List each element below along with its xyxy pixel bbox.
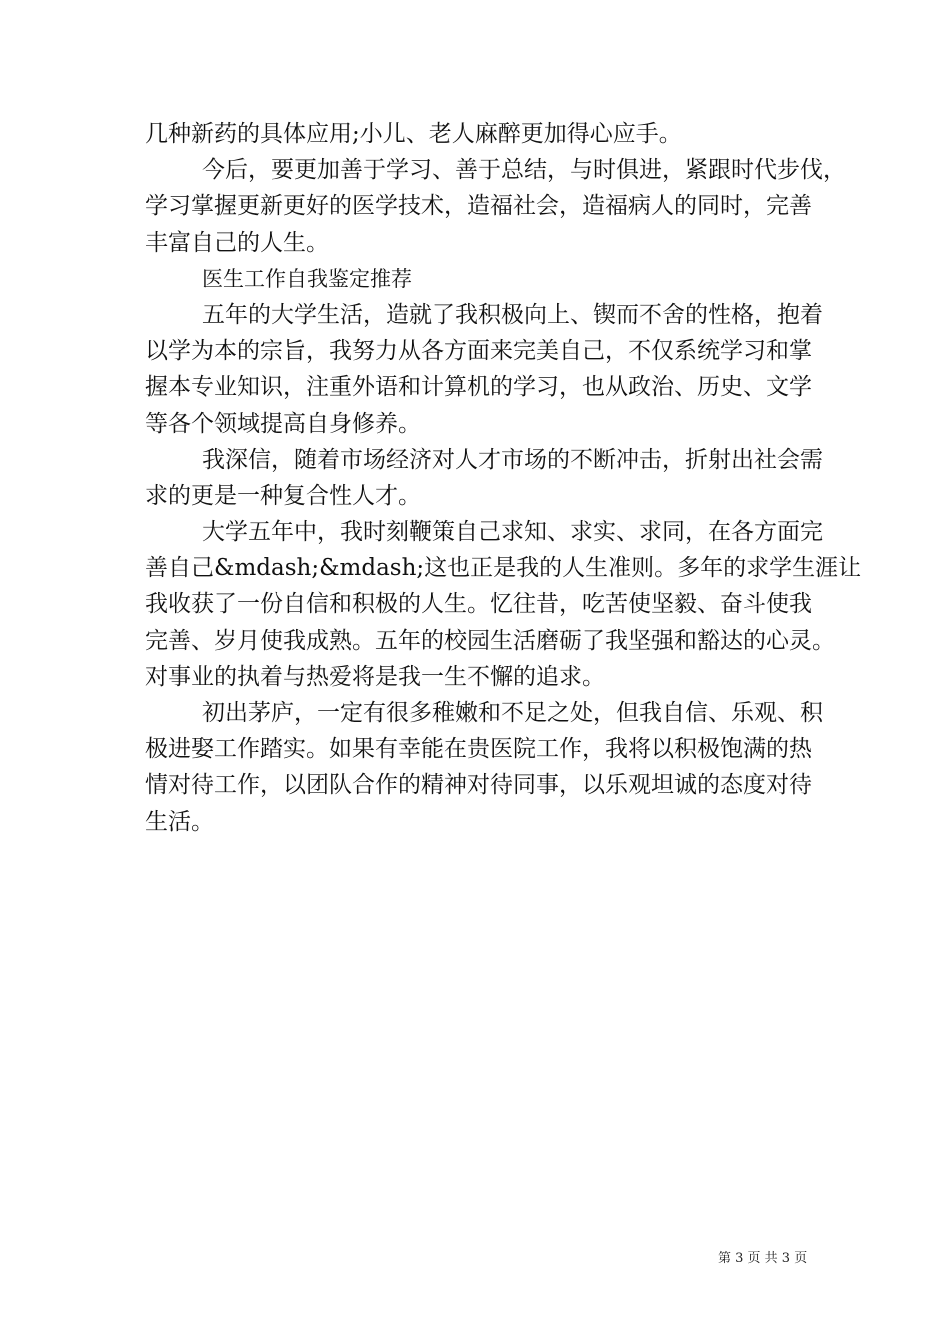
text-line: 对事业的执着与热爱将是我一生不懈的追求。 <box>145 663 605 690</box>
text-line: 以学为本的宗旨，我努力从各方面来完美自己，不仅系统学习和掌 <box>145 338 812 365</box>
text-line: 丰富自己的人生。 <box>145 229 329 256</box>
text-line: 初出茅庐，一定有很多稚嫩和不足之处，但我自信、乐观、积 <box>202 700 823 726</box>
text-line: 握本专业知识，注重外语和计算机的学习，也从政治、历史、文学 <box>145 374 812 401</box>
text-line: 我深信，随着市场经济对人才市场的不断冲击，折射出社会需 <box>202 446 823 473</box>
text-line: 几种新药的具体应用;小儿、老人麻醉更加得心应手。 <box>145 121 682 147</box>
text-line: 五年的大学生活，造就了我积极向上、锲而不舍的性格，抱着 <box>202 301 823 328</box>
text-line: 今后，要更加善于学习、善于总结，与时俱进，紧跟时代步伐， <box>202 157 846 184</box>
text-line: 学习掌握更新更好的医学技术，造福社会，造福病人的同时，完善 <box>145 193 812 220</box>
text-line: 情对待工作，以团队合作的精神对待同事，以乐观坦诚的态度对待 <box>145 772 812 799</box>
text-line: 完善、岁月使我成熟。五年的校园生活磨砺了我坚强和豁达的心灵。 <box>145 627 835 654</box>
text-line: 求的更是一种复合性人才。 <box>145 482 421 509</box>
text-line: 等各个领域提高自身修养。 <box>145 410 421 437</box>
text-line: 善自己&mdash;&mdash;这也正是我的人生准则。多年的求学生涯让 <box>145 555 862 582</box>
document-body <box>145 116 862 840</box>
text-line: 大学五年中，我时刻鞭策自己求知、求实、求同，在各方面完 <box>202 519 823 546</box>
section-heading: 医生工作自我鉴定推荐 <box>202 266 412 291</box>
text-line: 我收获了一份自信和积极的人生。忆往昔，吃苦使坚毅、奋斗使我 <box>145 591 812 618</box>
page-number: 第 3 页 共 3 页 <box>718 1251 808 1266</box>
text-line: 生活。 <box>145 808 214 835</box>
text-line: 极进娶工作踏实。如果有幸能在贵医院工作，我将以积极饱满的热 <box>145 736 812 763</box>
